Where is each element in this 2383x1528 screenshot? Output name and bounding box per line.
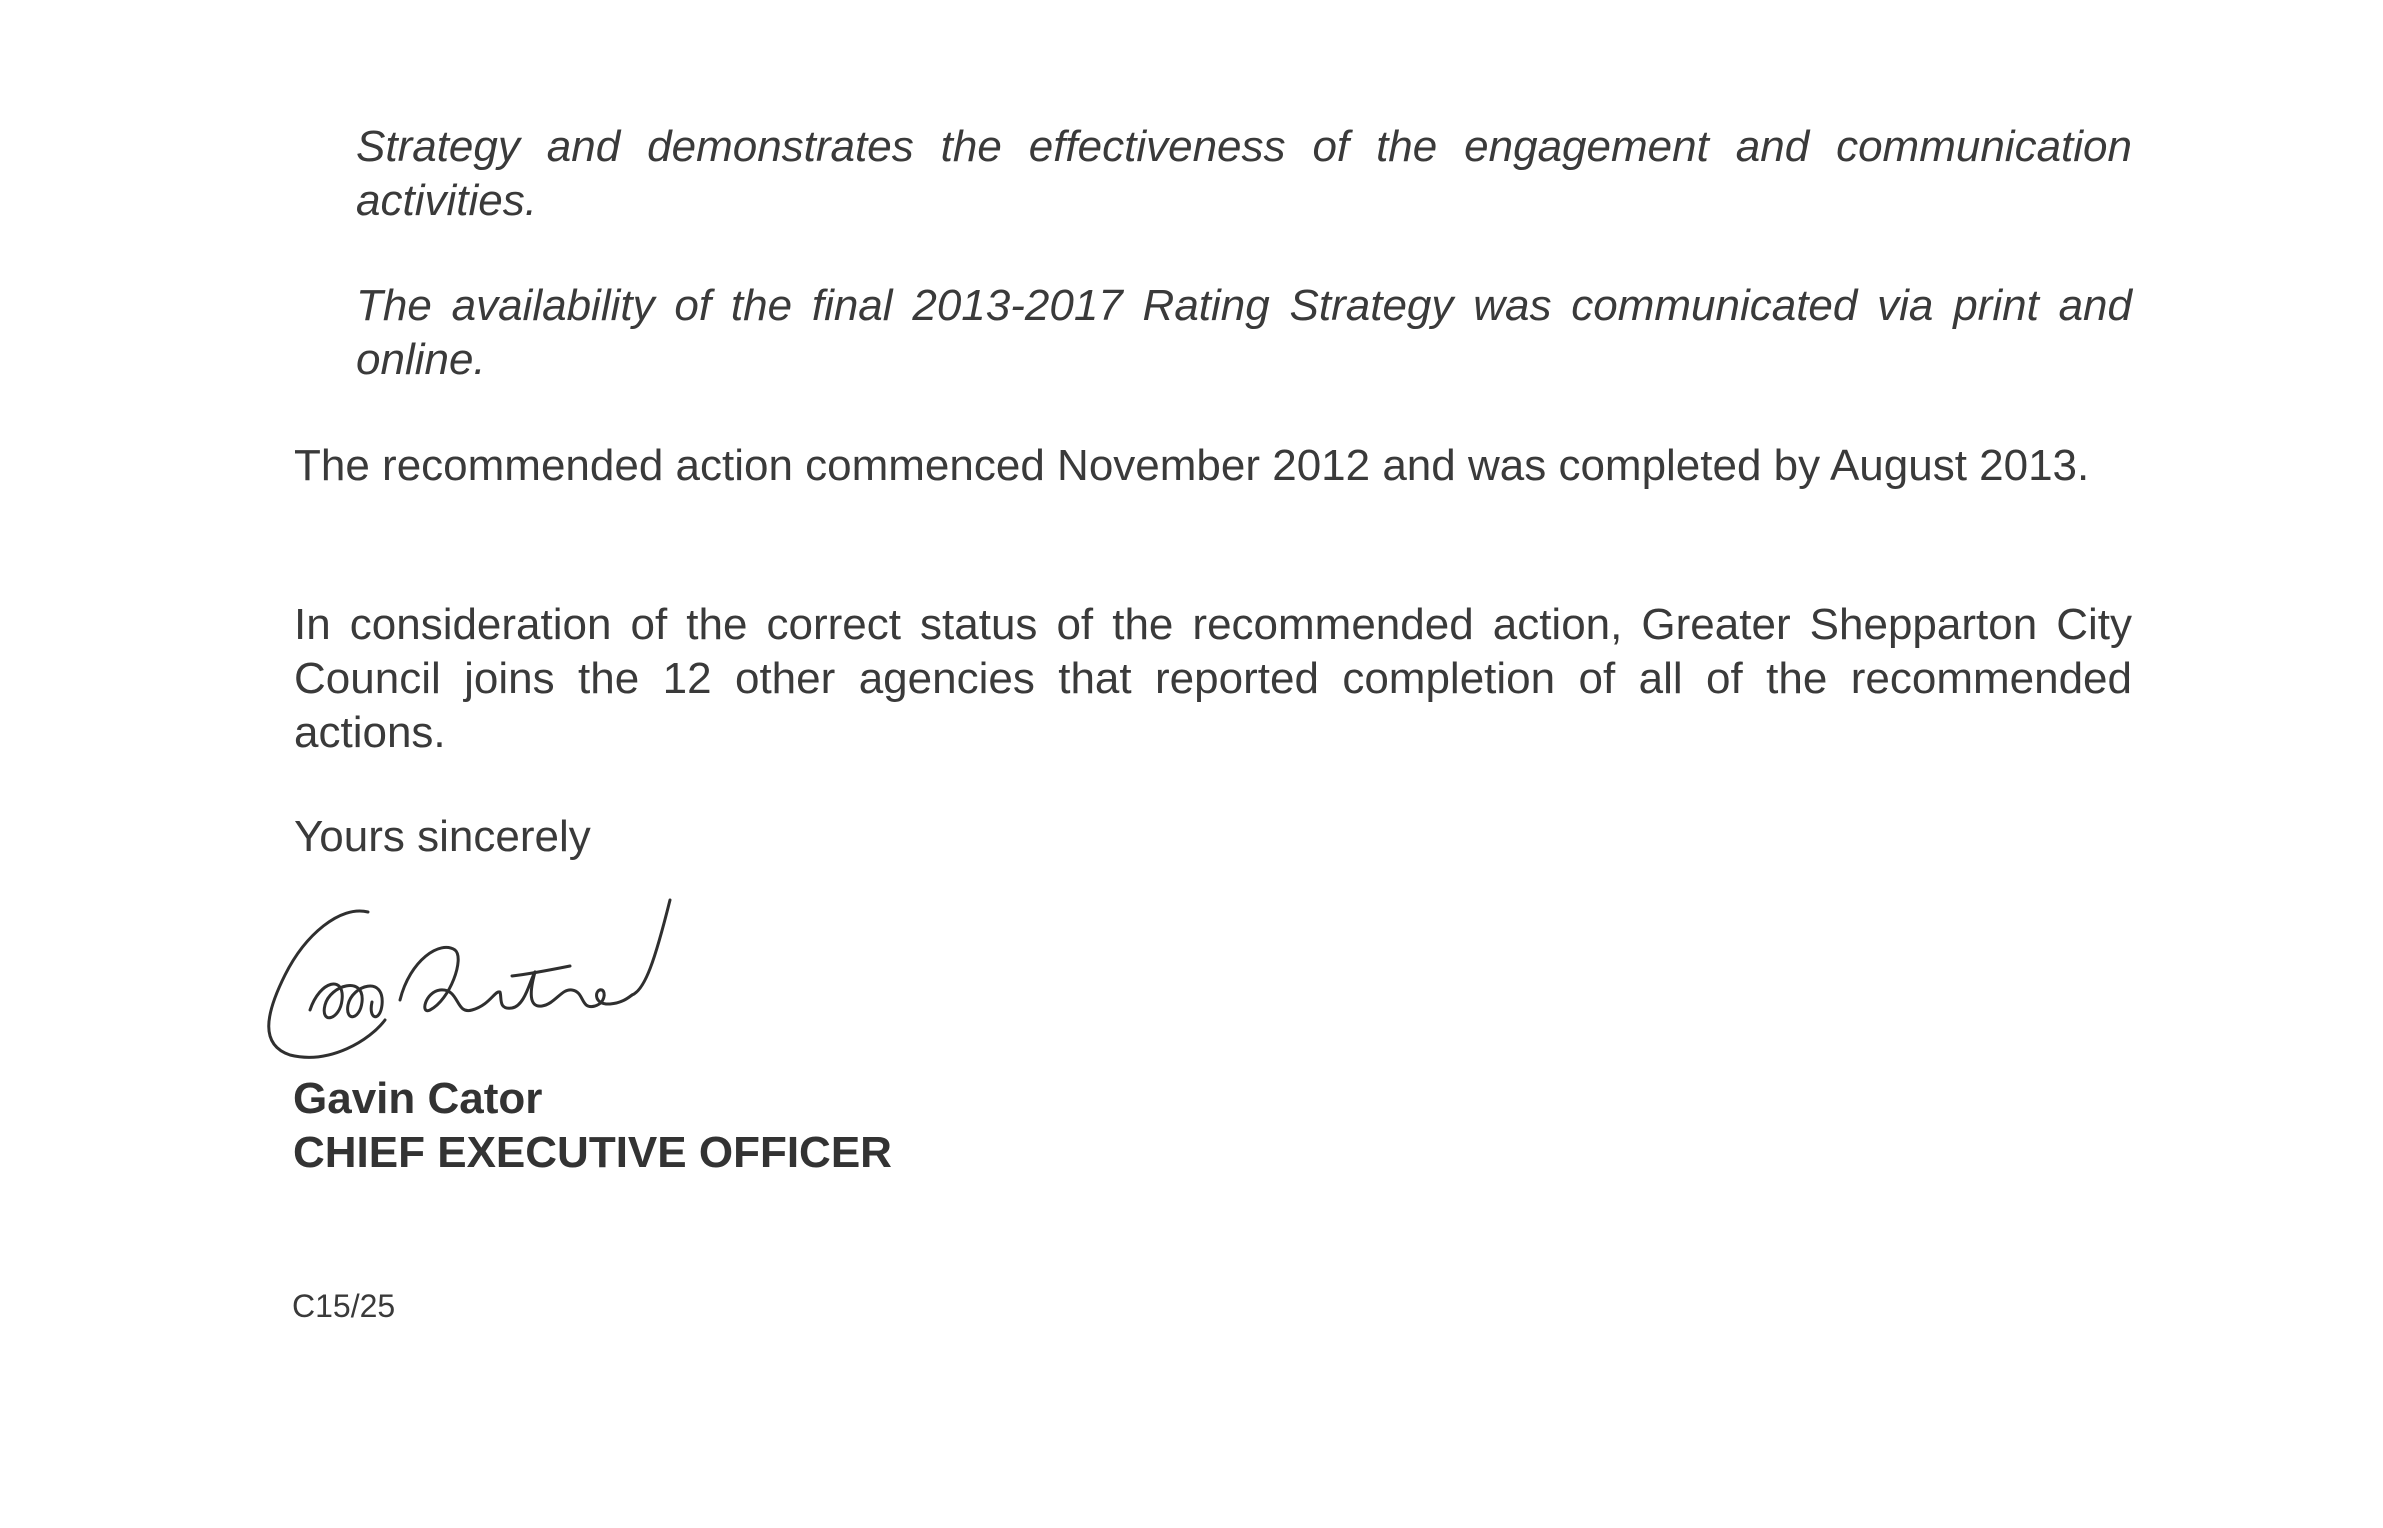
- paragraph-action-timeline: The recommended action commenced November 2012 and was completed by August 2013.: [294, 441, 2090, 490]
- closing-salutation: Yours sincerely: [294, 812, 591, 861]
- paragraph-strategy-effectiveness: Strategy and demonstrates the effectiveness of the engagement and communication activities.: [356, 122, 2132, 225]
- signer-name: Gavin Cator: [293, 1074, 543, 1123]
- signature-icon: [250, 880, 850, 1070]
- paragraph-rating-strategy-availability: The availability of the final 2013-2017 Rating Strategy was communicated via print and online.: [356, 281, 2132, 384]
- signer-title: CHIEF EXECUTIVE OFFICER: [293, 1128, 892, 1177]
- reference-code: C15/25: [292, 1288, 396, 1324]
- paragraph-consideration: In consideration of the correct status of the recommended action, Greater Shepparton City Council joins the 12 other agencies that reported completion of all of the recommended actions.: [294, 600, 2132, 757]
